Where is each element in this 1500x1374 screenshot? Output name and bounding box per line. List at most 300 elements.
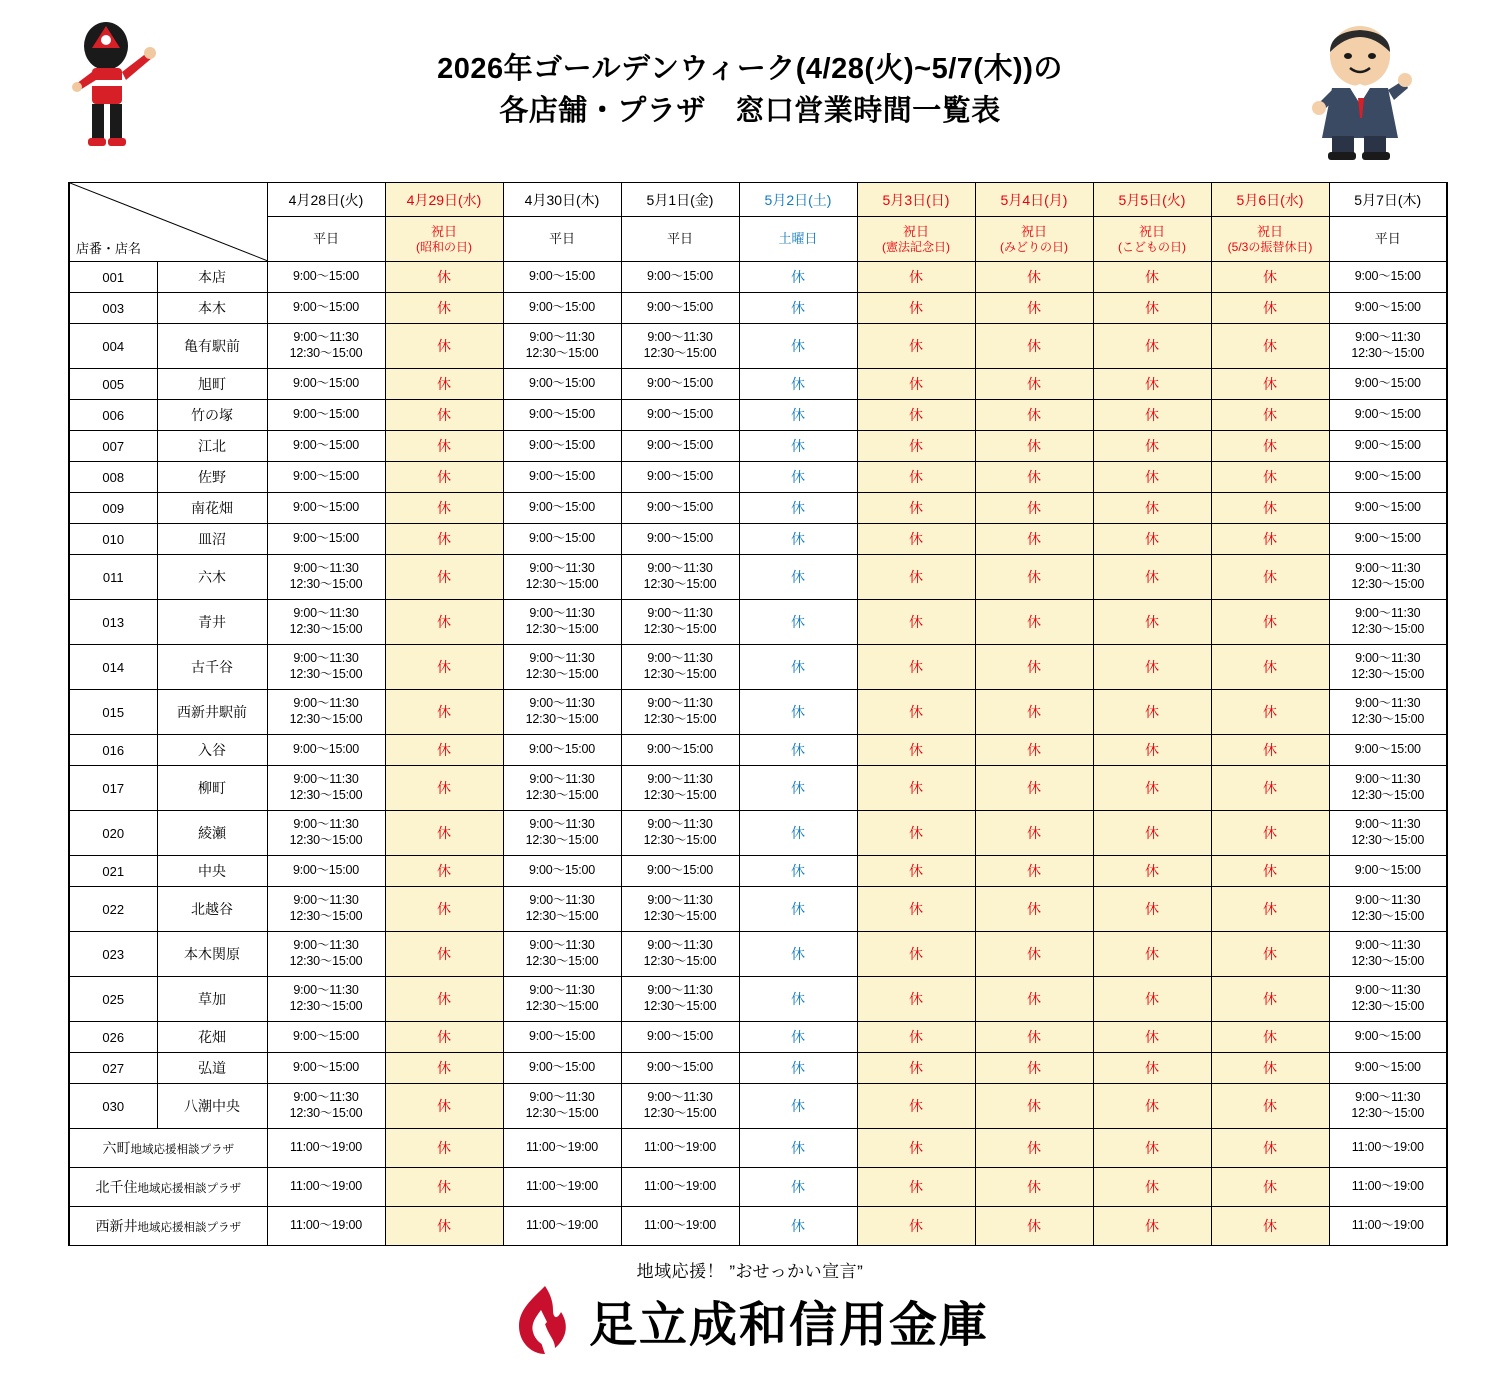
plaza-name xyxy=(69,1207,267,1246)
cell-closed: 休 xyxy=(385,811,503,856)
branch-name: 八潮中央 xyxy=(157,1084,267,1129)
hours-morning: 9:00～11:30 xyxy=(529,651,595,666)
table-row xyxy=(69,1168,1447,1207)
cell-closed: 休 xyxy=(385,1053,503,1084)
branch-number: 001 xyxy=(69,262,157,293)
cell-closed: 休 xyxy=(857,524,975,555)
cell-hours: 9:00～15:00 xyxy=(503,293,621,324)
cell-hours xyxy=(621,977,739,1022)
hours-afternoon: 12:30～15:00 xyxy=(1351,577,1425,591)
cell-closed: 休 xyxy=(385,690,503,735)
hours-afternoon: 12:30～15:00 xyxy=(289,622,363,636)
cell-closed: 休 xyxy=(857,735,975,766)
cell-closed: 休 xyxy=(1093,1084,1211,1129)
cell-closed: 休 xyxy=(385,262,503,293)
hours-afternoon: 12:30～15:00 xyxy=(525,712,599,726)
branch-name: 南花畑 xyxy=(157,493,267,524)
hours-afternoon: 12:30～15:00 xyxy=(525,999,599,1013)
cell-closed: 休 xyxy=(1093,324,1211,369)
table-row xyxy=(69,887,1447,932)
cell-closed: 休 xyxy=(1093,262,1211,293)
cell-hours: 9:00～15:00 xyxy=(1329,524,1447,555)
header-date-2: 4月30日(木) xyxy=(503,183,621,217)
cell-closed: 休 xyxy=(857,932,975,977)
table-row xyxy=(69,811,1447,856)
branch-number: 005 xyxy=(69,369,157,400)
plaza-name-suffix: 地域応援相談プラザ xyxy=(137,1183,241,1195)
cell-hours: 9:00～15:00 xyxy=(267,462,385,493)
cell-hours xyxy=(267,932,385,977)
cell-hours xyxy=(267,1084,385,1129)
header-kind-main-2: 平日 xyxy=(548,231,575,247)
cell-hours: 9:00～15:00 xyxy=(503,1022,621,1053)
cell-closed: 休 xyxy=(975,690,1093,735)
cell-closed: 休 xyxy=(857,400,975,431)
header-date-8: 5月6日(水) xyxy=(1211,183,1329,217)
header-kind-8 xyxy=(1211,217,1329,262)
branch-number: 016 xyxy=(69,735,157,766)
cell-hours: 9:00～15:00 xyxy=(503,1053,621,1084)
cell-hours: 9:00～15:00 xyxy=(503,262,621,293)
cell-hours xyxy=(1329,324,1447,369)
cell-closed: 休 xyxy=(975,293,1093,324)
cell-hours xyxy=(503,600,621,645)
branch-name: 中央 xyxy=(157,856,267,887)
hours-morning: 9:00～11:30 xyxy=(293,893,359,908)
cell-closed: 休 xyxy=(739,811,857,856)
schedule-table-wrap xyxy=(68,182,1432,1246)
cell-closed: 休 xyxy=(1211,262,1329,293)
header-kind-main-3: 平日 xyxy=(666,231,693,247)
cell-hours: 9:00～15:00 xyxy=(267,524,385,555)
hours-afternoon: 12:30～15:00 xyxy=(643,577,717,591)
hours-afternoon: 12:30～15:00 xyxy=(289,833,363,847)
branch-number: 007 xyxy=(69,431,157,462)
cell-closed: 休 xyxy=(1211,555,1329,600)
cell-closed: 休 xyxy=(975,1207,1093,1246)
cell-hours: 9:00～15:00 xyxy=(267,493,385,524)
branch-name: 北越谷 xyxy=(157,887,267,932)
cell-closed: 休 xyxy=(739,369,857,400)
cell-closed: 休 xyxy=(1093,600,1211,645)
cell-closed: 休 xyxy=(1211,811,1329,856)
cell-hours: 9:00～15:00 xyxy=(1329,293,1447,324)
hours-afternoon: 12:30～15:00 xyxy=(643,909,717,923)
table-row xyxy=(69,932,1447,977)
cell-hours xyxy=(621,600,739,645)
hours-afternoon: 12:30～15:00 xyxy=(1351,788,1425,802)
cell-closed: 休 xyxy=(1211,887,1329,932)
cell-hours xyxy=(503,932,621,977)
cell-closed: 休 xyxy=(975,1129,1093,1168)
branch-name: 佐野 xyxy=(157,462,267,493)
cell-closed: 休 xyxy=(385,462,503,493)
cell-closed: 休 xyxy=(975,1022,1093,1053)
branch-name: 皿沼 xyxy=(157,524,267,555)
cell-hours xyxy=(1329,690,1447,735)
cell-closed: 休 xyxy=(857,766,975,811)
branch-name: 本木 xyxy=(157,293,267,324)
brand-logo xyxy=(0,1284,1500,1356)
cell-closed: 休 xyxy=(1093,766,1211,811)
branch-number: 030 xyxy=(69,1084,157,1129)
cell-closed: 休 xyxy=(857,645,975,690)
plaza-name xyxy=(69,1129,267,1168)
cell-hours xyxy=(503,811,621,856)
hours-morning: 9:00～11:30 xyxy=(647,817,713,832)
cell-hours: 11:00～19:00 xyxy=(503,1207,621,1246)
cell-closed: 休 xyxy=(1211,400,1329,431)
cell-hours: 11:00～19:00 xyxy=(503,1129,621,1168)
cell-hours: 9:00～15:00 xyxy=(1329,369,1447,400)
plaza-name-main: 六町 xyxy=(102,1140,131,1156)
cell-hours: 9:00～15:00 xyxy=(621,493,739,524)
hours-morning: 9:00～11:30 xyxy=(1355,330,1421,345)
cell-hours xyxy=(621,811,739,856)
table-row xyxy=(69,766,1447,811)
cell-hours xyxy=(1329,645,1447,690)
cell-hours: 9:00～15:00 xyxy=(267,431,385,462)
cell-hours: 9:00～15:00 xyxy=(621,293,739,324)
header-row-kinds xyxy=(69,217,1447,262)
header-date-3: 5月1日(金) xyxy=(621,183,739,217)
hours-morning: 9:00～11:30 xyxy=(647,606,713,621)
header-date-9: 5月7日(木) xyxy=(1329,183,1447,217)
cell-hours xyxy=(621,766,739,811)
branch-number: 015 xyxy=(69,690,157,735)
branch-number: 009 xyxy=(69,493,157,524)
branch-number: 020 xyxy=(69,811,157,856)
hours-morning: 9:00～11:30 xyxy=(1355,651,1421,666)
cell-closed: 休 xyxy=(1211,1084,1329,1129)
cell-hours xyxy=(621,555,739,600)
hours-morning: 9:00～11:30 xyxy=(529,1090,595,1105)
branch-number: 021 xyxy=(69,856,157,887)
businessman-mascot-icon xyxy=(1302,18,1412,163)
cell-hours: 9:00～15:00 xyxy=(1329,493,1447,524)
hours-afternoon: 12:30～15:00 xyxy=(289,346,363,360)
cell-closed: 休 xyxy=(385,645,503,690)
hours-morning: 9:00～11:30 xyxy=(1355,772,1421,787)
cell-closed: 休 xyxy=(975,1084,1093,1129)
hours-morning: 9:00～11:30 xyxy=(529,983,595,998)
cell-closed: 休 xyxy=(975,645,1093,690)
cell-hours xyxy=(1329,887,1447,932)
hours-afternoon: 12:30～15:00 xyxy=(525,577,599,591)
title-line-2: 各店舗・プラザ 窓口営業時間一覧表 xyxy=(499,95,1001,128)
cell-closed: 休 xyxy=(975,369,1093,400)
header-kind-sub-6: (みどりの日) xyxy=(1000,239,1068,254)
hours-afternoon: 12:30～15:00 xyxy=(289,954,363,968)
hours-morning: 9:00～11:30 xyxy=(1355,817,1421,832)
brand-name: 足立成和信用金庫 xyxy=(588,1296,989,1353)
header-kind-5 xyxy=(857,217,975,262)
hours-morning: 9:00～11:30 xyxy=(529,938,595,953)
table-head xyxy=(69,183,1447,262)
branch-number: 010 xyxy=(69,524,157,555)
hours-afternoon: 12:30～15:00 xyxy=(525,909,599,923)
cell-closed: 休 xyxy=(857,1129,975,1168)
hours-morning: 9:00～11:30 xyxy=(647,938,713,953)
cell-closed: 休 xyxy=(1093,735,1211,766)
cell-closed: 休 xyxy=(975,977,1093,1022)
cell-closed: 休 xyxy=(739,431,857,462)
branch-name: 江北 xyxy=(157,431,267,462)
header-kind-main-7: 祝日 xyxy=(1138,223,1165,239)
hours-afternoon: 12:30～15:00 xyxy=(1351,1106,1425,1120)
table-row xyxy=(69,293,1447,324)
hours-morning: 9:00～11:30 xyxy=(529,330,595,345)
cell-closed: 休 xyxy=(1093,1129,1211,1168)
hours-morning: 9:00～11:30 xyxy=(1355,983,1421,998)
cell-closed: 休 xyxy=(385,1022,503,1053)
cell-hours xyxy=(267,645,385,690)
branch-name: 入谷 xyxy=(157,735,267,766)
hours-morning: 9:00～11:30 xyxy=(1355,606,1421,621)
cell-closed: 休 xyxy=(1211,735,1329,766)
cell-closed: 休 xyxy=(1093,555,1211,600)
cell-hours xyxy=(267,766,385,811)
header-kind-main-9: 平日 xyxy=(1374,231,1401,247)
branch-number: 003 xyxy=(69,293,157,324)
table-row xyxy=(69,324,1447,369)
cell-closed: 休 xyxy=(1093,1207,1211,1246)
hours-morning: 9:00～11:30 xyxy=(293,772,359,787)
table-row xyxy=(69,493,1447,524)
cell-closed: 休 xyxy=(975,856,1093,887)
cell-closed: 休 xyxy=(385,766,503,811)
cell-closed: 休 xyxy=(385,369,503,400)
cell-hours: 9:00～15:00 xyxy=(503,369,621,400)
header-kind-main-1: 祝日 xyxy=(430,223,457,239)
header-kind-9 xyxy=(1329,217,1447,262)
cell-hours: 9:00～15:00 xyxy=(503,856,621,887)
cell-closed: 休 xyxy=(975,600,1093,645)
cell-closed: 休 xyxy=(739,1207,857,1246)
hours-afternoon: 12:30～15:00 xyxy=(525,667,599,681)
branch-name: 本木関原 xyxy=(157,932,267,977)
header-kind-main-0: 平日 xyxy=(312,231,339,247)
branch-number: 006 xyxy=(69,400,157,431)
cell-closed: 休 xyxy=(739,977,857,1022)
cell-closed: 休 xyxy=(385,1168,503,1207)
header-date-5: 5月3日(日) xyxy=(857,183,975,217)
cell-closed: 休 xyxy=(385,400,503,431)
table-row xyxy=(69,1207,1447,1246)
cell-hours: 9:00～15:00 xyxy=(503,524,621,555)
cell-closed: 休 xyxy=(857,324,975,369)
cell-hours: 9:00～15:00 xyxy=(621,400,739,431)
cell-hours xyxy=(1329,600,1447,645)
cell-closed: 休 xyxy=(385,932,503,977)
cell-closed: 休 xyxy=(739,645,857,690)
cell-closed: 休 xyxy=(1211,462,1329,493)
table-row xyxy=(69,262,1447,293)
cell-hours xyxy=(621,887,739,932)
hours-afternoon: 12:30～15:00 xyxy=(525,622,599,636)
hours-afternoon: 12:30～15:00 xyxy=(525,346,599,360)
cell-closed: 休 xyxy=(1211,1129,1329,1168)
cell-closed: 休 xyxy=(1211,493,1329,524)
hours-morning: 9:00～11:30 xyxy=(1355,938,1421,953)
hours-morning: 9:00～11:30 xyxy=(529,772,595,787)
hours-morning: 9:00～11:30 xyxy=(293,561,359,576)
table-row xyxy=(69,856,1447,887)
hours-afternoon: 12:30～15:00 xyxy=(643,1106,717,1120)
cell-hours xyxy=(1329,932,1447,977)
hours-morning: 9:00～11:30 xyxy=(1355,1090,1421,1105)
cell-hours xyxy=(503,766,621,811)
branch-number: 025 xyxy=(69,977,157,1022)
cell-closed: 休 xyxy=(857,856,975,887)
cell-closed: 休 xyxy=(1211,431,1329,462)
cell-hours xyxy=(267,690,385,735)
cell-hours: 9:00～15:00 xyxy=(267,293,385,324)
cell-closed: 休 xyxy=(385,887,503,932)
cell-hours: 9:00～15:00 xyxy=(621,462,739,493)
branch-name: 古千谷 xyxy=(157,645,267,690)
header-date-7: 5月5日(火) xyxy=(1093,183,1211,217)
cell-closed: 休 xyxy=(385,1129,503,1168)
header-date-0: 4月28日(火) xyxy=(267,183,385,217)
hours-morning: 9:00～11:30 xyxy=(529,606,595,621)
hours-morning: 9:00～11:30 xyxy=(647,893,713,908)
header-kind-4 xyxy=(739,217,857,262)
cell-closed: 休 xyxy=(1211,856,1329,887)
hours-morning: 9:00～11:30 xyxy=(529,817,595,832)
table-row xyxy=(69,462,1447,493)
cell-closed: 休 xyxy=(739,1168,857,1207)
cell-hours: 9:00～15:00 xyxy=(503,493,621,524)
cell-hours: 9:00～15:00 xyxy=(267,1022,385,1053)
hours-afternoon: 12:30～15:00 xyxy=(289,712,363,726)
cell-hours: 9:00～15:00 xyxy=(621,1022,739,1053)
cell-closed: 休 xyxy=(385,735,503,766)
cell-closed: 休 xyxy=(385,431,503,462)
hours-afternoon: 12:30～15:00 xyxy=(525,833,599,847)
page-footer xyxy=(0,1257,1500,1356)
cell-closed: 休 xyxy=(1093,977,1211,1022)
hours-morning: 9:00～11:30 xyxy=(293,606,359,621)
plaza-name-main: 西新井 xyxy=(95,1218,138,1234)
cell-closed: 休 xyxy=(975,262,1093,293)
table-row xyxy=(69,400,1447,431)
hours-morning: 9:00～11:30 xyxy=(647,696,713,711)
cell-hours: 9:00～15:00 xyxy=(1329,262,1447,293)
cell-hours: 9:00～15:00 xyxy=(267,735,385,766)
cell-hours xyxy=(267,977,385,1022)
hours-morning: 9:00～11:30 xyxy=(293,651,359,666)
cell-closed: 休 xyxy=(739,856,857,887)
cell-closed: 休 xyxy=(739,262,857,293)
branch-number: 013 xyxy=(69,600,157,645)
cell-closed: 休 xyxy=(385,856,503,887)
hours-afternoon: 12:30～15:00 xyxy=(289,1106,363,1120)
title-line-1: 2026年ゴールデンウィーク(4/28(火)~5/7(木))の xyxy=(437,53,1063,85)
table-row xyxy=(69,645,1447,690)
cell-hours: 11:00～19:00 xyxy=(267,1129,385,1168)
cell-closed: 休 xyxy=(1211,293,1329,324)
header-kind-0 xyxy=(267,217,385,262)
cell-closed: 休 xyxy=(1093,887,1211,932)
cell-closed: 休 xyxy=(385,324,503,369)
cell-hours: 9:00～15:00 xyxy=(621,369,739,400)
header-kind-sub-7: (こどもの日) xyxy=(1118,239,1186,254)
header-kind-3 xyxy=(621,217,739,262)
cell-hours xyxy=(1329,766,1447,811)
cell-closed: 休 xyxy=(1093,1168,1211,1207)
cell-hours: 9:00～15:00 xyxy=(621,1053,739,1084)
cell-closed: 休 xyxy=(1211,600,1329,645)
corner-label: 店番・店名 xyxy=(76,241,142,256)
branch-number: 008 xyxy=(69,462,157,493)
cell-hours xyxy=(267,600,385,645)
cell-closed: 休 xyxy=(857,600,975,645)
hours-afternoon: 12:30～15:00 xyxy=(1351,909,1425,923)
cell-closed: 休 xyxy=(1093,524,1211,555)
hours-afternoon: 12:30～15:00 xyxy=(643,954,717,968)
hours-morning: 9:00～11:30 xyxy=(647,651,713,666)
cell-hours xyxy=(503,887,621,932)
cell-closed: 休 xyxy=(739,555,857,600)
cell-hours xyxy=(1329,555,1447,600)
cell-closed: 休 xyxy=(739,400,857,431)
cell-closed: 休 xyxy=(1093,811,1211,856)
branch-number: 014 xyxy=(69,645,157,690)
table-row xyxy=(69,1084,1447,1129)
cell-closed: 休 xyxy=(385,493,503,524)
hours-morning: 9:00～11:30 xyxy=(293,817,359,832)
cell-closed: 休 xyxy=(857,811,975,856)
hours-morning: 9:00～11:30 xyxy=(1355,696,1421,711)
plaza-name-suffix: 地域応援相談プラザ xyxy=(130,1144,234,1156)
cell-hours xyxy=(503,645,621,690)
cell-closed: 休 xyxy=(857,293,975,324)
cell-closed: 休 xyxy=(1093,645,1211,690)
cell-closed: 休 xyxy=(1211,932,1329,977)
cell-hours: 9:00～15:00 xyxy=(267,856,385,887)
cell-closed: 休 xyxy=(975,555,1093,600)
cell-closed: 休 xyxy=(739,766,857,811)
cell-closed: 休 xyxy=(739,932,857,977)
cell-closed: 休 xyxy=(1211,690,1329,735)
header-kind-sub-5: (憲法記念日) xyxy=(882,239,950,254)
header-row-dates xyxy=(69,183,1447,217)
cell-hours xyxy=(621,645,739,690)
cell-closed: 休 xyxy=(857,1022,975,1053)
branch-number: 027 xyxy=(69,1053,157,1084)
cell-hours: 9:00～15:00 xyxy=(621,262,739,293)
cell-closed: 休 xyxy=(857,1084,975,1129)
hours-morning: 9:00～11:30 xyxy=(1355,893,1421,908)
branch-number: 017 xyxy=(69,766,157,811)
cell-closed: 休 xyxy=(385,600,503,645)
cell-hours: 9:00～15:00 xyxy=(267,400,385,431)
plaza-name xyxy=(69,1168,267,1207)
table-row xyxy=(69,600,1447,645)
cell-closed: 休 xyxy=(1211,645,1329,690)
cell-closed: 休 xyxy=(1093,400,1211,431)
cell-closed: 休 xyxy=(1093,690,1211,735)
cell-hours: 9:00～15:00 xyxy=(1329,1053,1447,1084)
cell-closed: 休 xyxy=(975,400,1093,431)
cell-hours xyxy=(621,690,739,735)
cell-hours: 11:00～19:00 xyxy=(621,1207,739,1246)
header-kind-7 xyxy=(1093,217,1211,262)
page-title xyxy=(0,48,1500,132)
cell-closed: 休 xyxy=(975,462,1093,493)
cell-hours: 9:00～15:00 xyxy=(621,856,739,887)
